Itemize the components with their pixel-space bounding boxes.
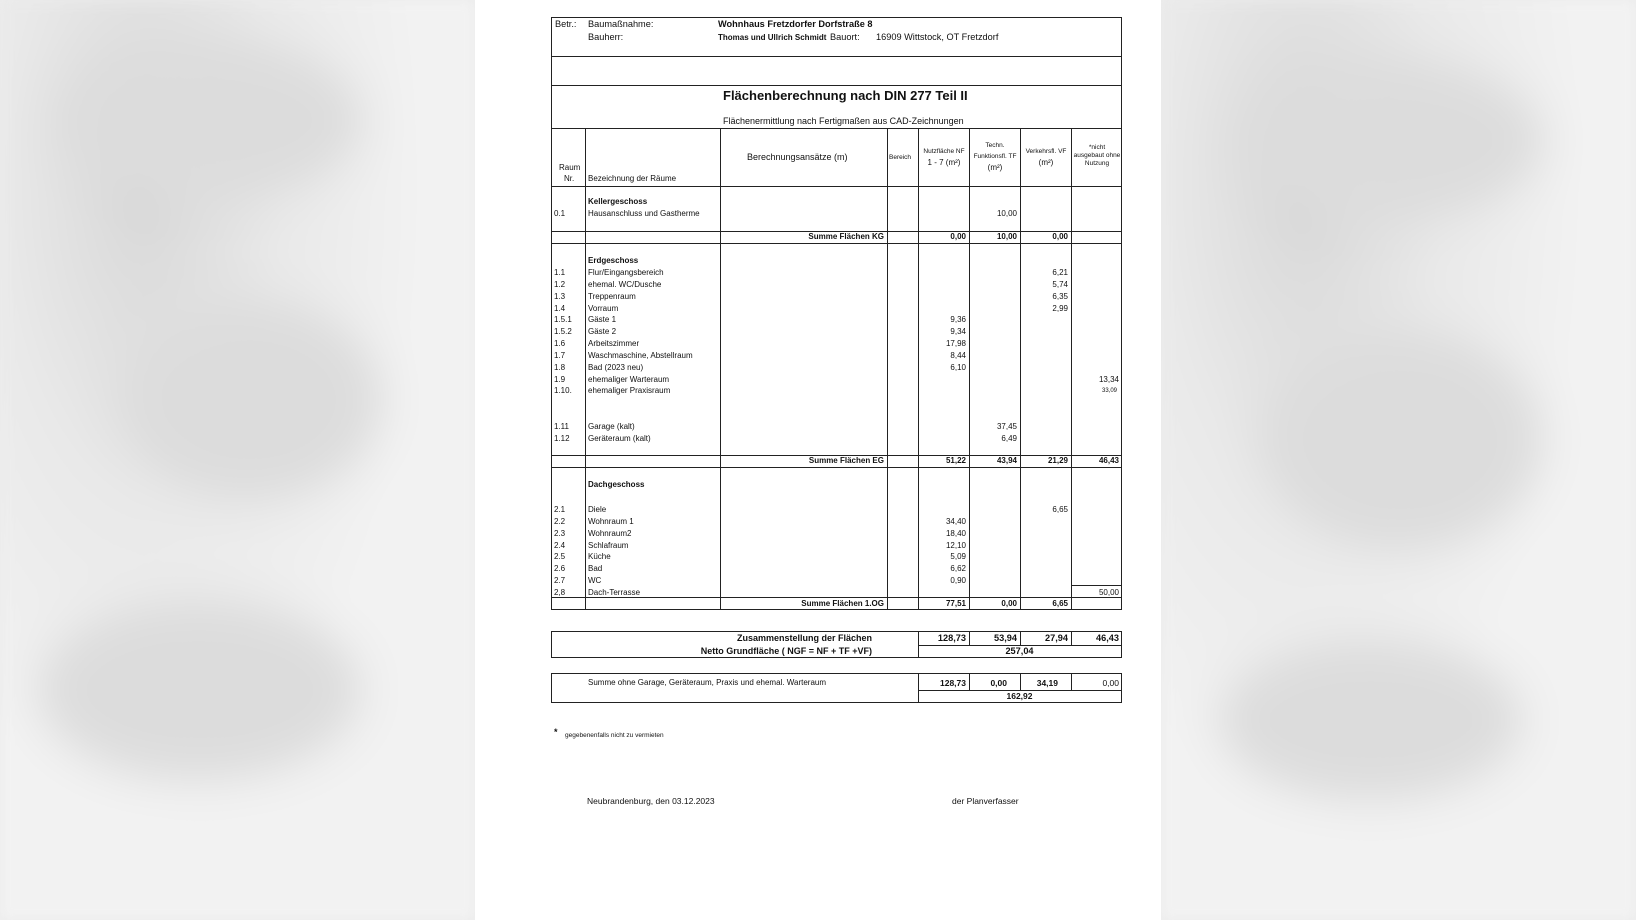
area-table — [551, 128, 1122, 610]
room-number: 1.4 — [554, 304, 566, 313]
col-nr: Nr. — [564, 174, 575, 183]
room-name: Flur/Eingangsbereich — [588, 268, 664, 277]
room-number: 2,8 — [554, 588, 566, 597]
document-page — [475, 0, 1161, 920]
col-vf: Verkehrsfl. VF (m²) — [1025, 148, 1067, 168]
room-area-nf: 9,36 — [950, 315, 966, 324]
eg-heading: Erdgeschoss — [588, 256, 639, 265]
room-area-nicht: 50,00 — [1098, 588, 1119, 597]
room-area-vf: 6,21 — [1052, 268, 1068, 277]
room-number: 2.4 — [554, 541, 566, 550]
room-area-vf: 6,35 — [1052, 292, 1068, 301]
document-subtitle: Flächenermittlung nach Fertigmaßen aus CAD-Zeichnungen — [723, 116, 964, 126]
room-area-nf: 17,98 — [945, 339, 966, 348]
room-area-tf: 37,45 — [996, 422, 1017, 431]
room-name: Treppenraum — [588, 292, 636, 301]
room-name: Gäste 1 — [588, 315, 617, 324]
room-number: 1.8 — [554, 363, 566, 372]
dg-sum-tf: 0,00 — [1001, 599, 1017, 608]
room-area-vf: 5,74 — [1052, 280, 1068, 289]
kg-sum-nf: 0,00 — [950, 232, 966, 241]
room-number: 2.2 — [554, 517, 566, 526]
room-name: Geräteraum (kalt) — [588, 434, 651, 443]
bauherr-label: Bauherr: — [588, 32, 624, 42]
kg-sum-tf: 10,00 — [996, 232, 1017, 241]
room-name: Arbeitszimmer — [588, 339, 640, 348]
col-bereich: Bereich — [889, 154, 912, 161]
room-number: 1.1 — [554, 268, 566, 277]
room-name: ehemal. WC/Dusche — [588, 280, 662, 289]
room-area-tf: 6,49 — [1001, 434, 1017, 443]
bauort-label: Bauort: — [830, 32, 860, 42]
room-number: 1.5.1 — [554, 315, 572, 324]
eg-sum-tf: 43,94 — [996, 456, 1017, 465]
room-area-nf: 6,62 — [950, 564, 966, 573]
room-name: Waschmaschine, Abstellraum — [588, 351, 693, 360]
room-number: 1.3 — [554, 292, 566, 301]
blurred-background-left — [0, 0, 475, 920]
room-area-nf: 34,40 — [945, 517, 966, 526]
room-name: Gäste 2 — [588, 327, 617, 336]
baumassnahme-label: Baumaßnahme: — [588, 19, 654, 29]
room-number: 2.3 — [554, 529, 566, 538]
ngf-value: 257,04 — [1005, 646, 1034, 656]
room-name: Dach-Terrasse — [588, 588, 641, 597]
room-number: 1.2 — [554, 280, 566, 289]
room-area-nicht: 13,34 — [1098, 375, 1119, 384]
ngf-label: Netto Grundfläche ( NGF = NF + TF +VF) — [700, 646, 872, 656]
col-raum: Raum — [559, 163, 581, 172]
sum-without-label: Summe ohne Garage, Geräteraum, Praxis und ehemal. Warteraum — [588, 678, 827, 687]
room-name: Bad — [588, 564, 603, 573]
room-area-vf: 2,99 — [1052, 304, 1068, 313]
room-name: ehemaliger Warteraum — [588, 375, 670, 384]
room-number: 2.6 — [554, 564, 566, 573]
room-name: Garage (kalt) — [588, 422, 635, 431]
summary-nf: 128,73 — [937, 633, 966, 643]
room-area-tf: 10,00 — [996, 209, 1017, 218]
sum-without-total: 162,92 — [1006, 691, 1033, 701]
dg-sum-label: Summe Flächen 1.OG — [801, 599, 884, 608]
project-header — [551, 17, 1122, 57]
room-name: ehemaliger Praxisraum — [588, 386, 671, 395]
bauort-value: 16909 Wittstock, OT Fretzdorf — [876, 32, 999, 42]
kg-sum-label: Summe Flächen KG — [808, 232, 884, 241]
col-berechnung: Berechnungsansätze (m) — [747, 152, 848, 162]
room-area-nf: 9,34 — [950, 327, 966, 336]
sum-without-tf: 0,00 — [990, 678, 1007, 688]
blurred-background-right — [1161, 0, 1636, 920]
col-bezeichnung: Bezeichnung der Räume — [588, 174, 677, 183]
baumassnahme-value: Wohnhaus Fretzdorfer Dorfstraße 8 — [718, 19, 873, 29]
summary-label: Zusammenstellung der Flächen — [736, 633, 872, 643]
col-nicht-ausgebaut: *nicht ausgebaut ohne Nutzung — [1073, 144, 1121, 168]
summary-box — [551, 631, 1122, 658]
dg-sum-vf: 6,65 — [1052, 599, 1068, 608]
eg-sum-nicht: 46,43 — [1098, 456, 1119, 465]
room-area-nf: 12,10 — [945, 541, 966, 550]
room-number: 1.10. — [554, 386, 572, 395]
title-box — [551, 85, 1122, 129]
eg-sum-label: Summe Flächen EG — [808, 456, 884, 465]
place-date: Neubrandenburg, den 03.12.2023 — [587, 796, 715, 806]
room-area-vf: 6,65 — [1052, 505, 1068, 514]
sum-without-box — [551, 673, 1122, 703]
room-name: WC — [588, 576, 602, 585]
sum-without-nf: 128,73 — [940, 678, 966, 688]
planner-signature-label: der Planverfasser — [952, 796, 1019, 806]
kg-sum-vf: 0,00 — [1052, 232, 1068, 241]
room-area-nf: 5,09 — [950, 552, 966, 561]
room-name: Bad (2023 neu) — [588, 363, 644, 372]
room-name: Hausanschluss und Gastherme — [588, 209, 700, 218]
blank-row — [551, 56, 1122, 86]
room-number: 0.1 — [554, 209, 566, 218]
summary-vf: 27,94 — [1045, 633, 1068, 643]
room-number: 1.9 — [554, 375, 566, 384]
room-number: 1.6 — [554, 339, 566, 348]
sum-without-nicht: 0,00 — [1102, 678, 1119, 688]
room-area-nf: 8,44 — [950, 351, 966, 360]
col-tf: Techn. Funktionsfl. TF (m²) — [973, 142, 1017, 173]
sum-without-vf: 34,19 — [1036, 678, 1058, 688]
dg-sum-nf: 77,51 — [945, 599, 966, 608]
summary-tf: 53,94 — [994, 633, 1017, 643]
room-name: Vorraum — [588, 304, 619, 313]
room-area-nf: 6,10 — [950, 363, 966, 372]
summary-nicht: 46,43 — [1096, 633, 1119, 643]
room-number: 1.5.2 — [554, 327, 572, 336]
betr-label: Betr.: — [555, 19, 577, 29]
room-number: 2.7 — [554, 576, 566, 585]
document-title: Flächenberechnung nach DIN 277 Teil II — [723, 88, 968, 103]
dg-heading: Dachgeschoss — [588, 480, 645, 489]
eg-sum-vf: 21,29 — [1047, 456, 1068, 465]
eg-sum-nf: 51,22 — [945, 456, 966, 465]
room-number: 2.1 — [554, 505, 566, 514]
bauherr-value: Thomas und Ullrich Schmidt — [718, 33, 827, 42]
kg-heading: Kellergeschoss — [588, 197, 648, 206]
room-name: Wohnraum 1 — [588, 517, 634, 526]
room-name: Wohnraum2 — [588, 529, 632, 538]
footnote-text: gegebenenfalls nicht zu vermieten — [565, 732, 664, 739]
room-name: Küche — [588, 552, 611, 561]
room-area-nicht: 33,09 — [1101, 388, 1117, 394]
room-number: 1.12 — [554, 434, 570, 443]
room-area-nf: 0,90 — [950, 576, 966, 585]
footnote-star: * — [554, 727, 558, 737]
room-number: 1.7 — [554, 351, 566, 360]
room-area-nf: 18,40 — [945, 529, 966, 538]
room-name: Diele — [588, 505, 607, 514]
room-number: 2.5 — [554, 552, 566, 561]
room-name: Schlafraum — [588, 541, 629, 550]
room-number: 1.11 — [554, 422, 569, 431]
col-nf: Nutzfläche NF 1 - 7 (m²) — [923, 148, 965, 168]
